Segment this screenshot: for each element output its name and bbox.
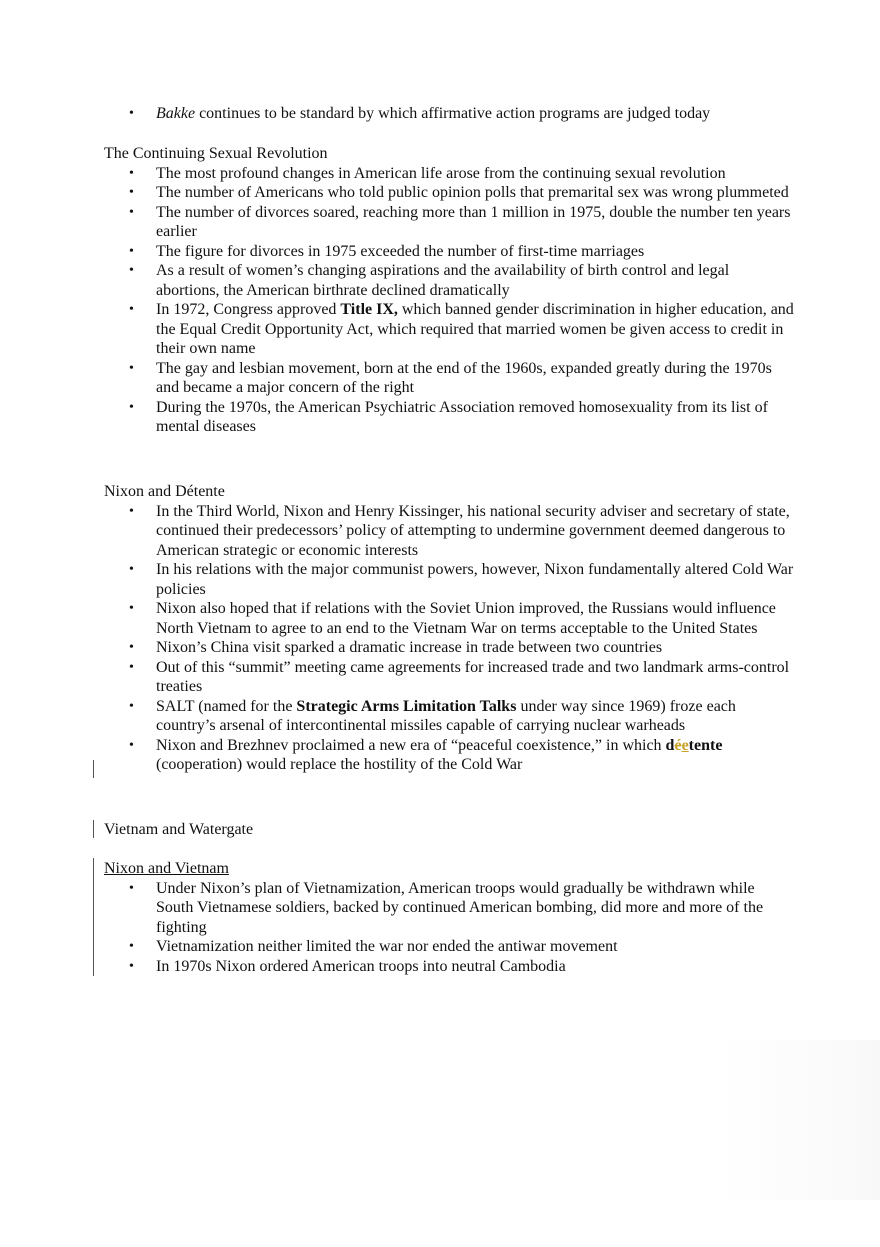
list-item: • The number of Americans who told public opinion polls that premarital sex was wrong plummeted bbox=[129, 184, 789, 201]
list-item: • During the 1970s, the American Psychiatric Association removed homosexuality from its list of mental diseases bbox=[129, 398, 768, 435]
list-item: • Nixon’s China visit sparked a dramatic increase in trade between two countries bbox=[129, 639, 663, 656]
list-item: • In 1970s Nixon ordered American troops into neutral Cambodia bbox=[129, 957, 566, 975]
list-item: • Under Nixon’s plan of Vietnamization, American troops would gradually be withdrawn while South Vietnamese soldiers, backed by continued American bombing, did more and more of the fighting bbox=[129, 879, 764, 936]
section-bakke bbox=[104, 104, 794, 124]
change-bar bbox=[93, 858, 94, 976]
bullet-icon: • bbox=[129, 737, 134, 753]
section-heading: The Continuing Sexual Revolution bbox=[104, 145, 328, 162]
list-item: • Bakke continues to be standard by which affirmative action programs are judged today bbox=[129, 105, 711, 122]
bullet-icon: • bbox=[129, 698, 134, 714]
list-item: • As a result of women’s changing aspirations and the availability of birth control and legal abortions, the American birthrate declined dramatically bbox=[129, 262, 730, 299]
list-item: • SALT (named for the Strategic Arms Limitation Talks under way since 1969) froze each country’s arsenal of intercontinental missiles capable of carrying nuclear warheads bbox=[129, 697, 736, 734]
list-item: • In the Third World, Nixon and Henry Kissinger, his national security adviser and secretary of state, continued their predecessors’ policy of attempting to undermine government deemed dangerous to American strategic or economic interests bbox=[129, 502, 790, 559]
bullet-icon: • bbox=[129, 263, 134, 278]
list-item: • The most profound changes in American life arose from the continuing sexual revolution bbox=[129, 164, 726, 182]
bullet-icon: • bbox=[129, 204, 134, 220]
list-item: • Nixon also hoped that if relations with the Soviet Union improved, the Russians would influence North Vietnam to agree to an end to the Vietnam War on terms acceptable to the United States bbox=[129, 600, 776, 637]
list-item: • In his relations with the major communist powers, however, Nixon fundamentally altered Cold War policies bbox=[129, 561, 794, 598]
nixon-vietnam-list bbox=[104, 879, 794, 977]
bullet-icon: • bbox=[129, 165, 134, 181]
bullet-icon: • bbox=[129, 880, 134, 896]
section-heading: Vietnam and Watergate bbox=[104, 821, 254, 838]
bakke-list bbox=[104, 104, 794, 124]
detente-list bbox=[104, 502, 794, 775]
title-ix-term: Title IX, bbox=[340, 301, 398, 318]
bullet-icon: • bbox=[129, 601, 134, 616]
list-item: • Nixon and Brezhnev proclaimed a new era of “peaceful coexistence,” in which déetente (cooperation) would replace the hostility of the Cold War bbox=[129, 736, 723, 773]
list-item: • The gay and lesbian movement, born at the end of the 1960s, expanded greatly during the 1970s and became a major concern of the right bbox=[129, 359, 772, 396]
bullet-icon: • bbox=[129, 360, 134, 376]
list-item: • Vietnamization neither limited the war nor ended the antiwar movement bbox=[129, 938, 618, 955]
bullet-icon: • bbox=[129, 659, 134, 675]
bullet-icon: • bbox=[129, 399, 134, 415]
list-item: • The figure for divorces in 1975 exceeded the number of first-time marriages bbox=[129, 242, 645, 260]
section-heading: Nixon and Détente bbox=[104, 483, 225, 500]
list-item: • The number of divorces soared, reaching more than 1 million in 1975, double the number ten years earlier bbox=[129, 203, 791, 240]
scan-shading bbox=[720, 1040, 880, 1200]
bullet-icon: • bbox=[129, 640, 134, 655]
section-nixon-vietnam bbox=[104, 859, 794, 976]
bullet-icon: • bbox=[129, 562, 134, 577]
tracked-deletion: é bbox=[674, 736, 682, 754]
salt-term: Strategic Arms Limitation Talks bbox=[296, 697, 517, 715]
tracked-insertion: e bbox=[681, 736, 689, 754]
list-item: • Out of this “summit” meeting came agreements for increased trade and two landmark arms-control treaties bbox=[129, 658, 790, 695]
list-item: • In 1972, Congress approved Title IX, which banned gender discrimination in higher education, and the Equal Credit Opportunity Act, which required that married women be given access to credit in their own name bbox=[129, 301, 794, 357]
sexual-revolution-list bbox=[104, 164, 794, 437]
section-detente bbox=[104, 482, 794, 775]
bullet-icon: • bbox=[129, 302, 134, 317]
section-watergate bbox=[104, 820, 794, 840]
case-name: Bakke bbox=[156, 105, 196, 122]
change-bar bbox=[93, 760, 94, 778]
bullet-icon: • bbox=[129, 243, 134, 259]
change-bar bbox=[93, 820, 94, 838]
bullet-icon: • bbox=[129, 503, 134, 519]
section-sexual-revolution bbox=[104, 144, 794, 437]
section-heading: Nixon and Vietnam bbox=[104, 860, 229, 877]
bullet-icon: • bbox=[129, 958, 134, 974]
bullet-icon: • bbox=[129, 939, 134, 954]
detente-term: déetente bbox=[665, 736, 723, 754]
bullet-icon: • bbox=[129, 106, 134, 121]
bullet-icon: • bbox=[129, 185, 134, 200]
